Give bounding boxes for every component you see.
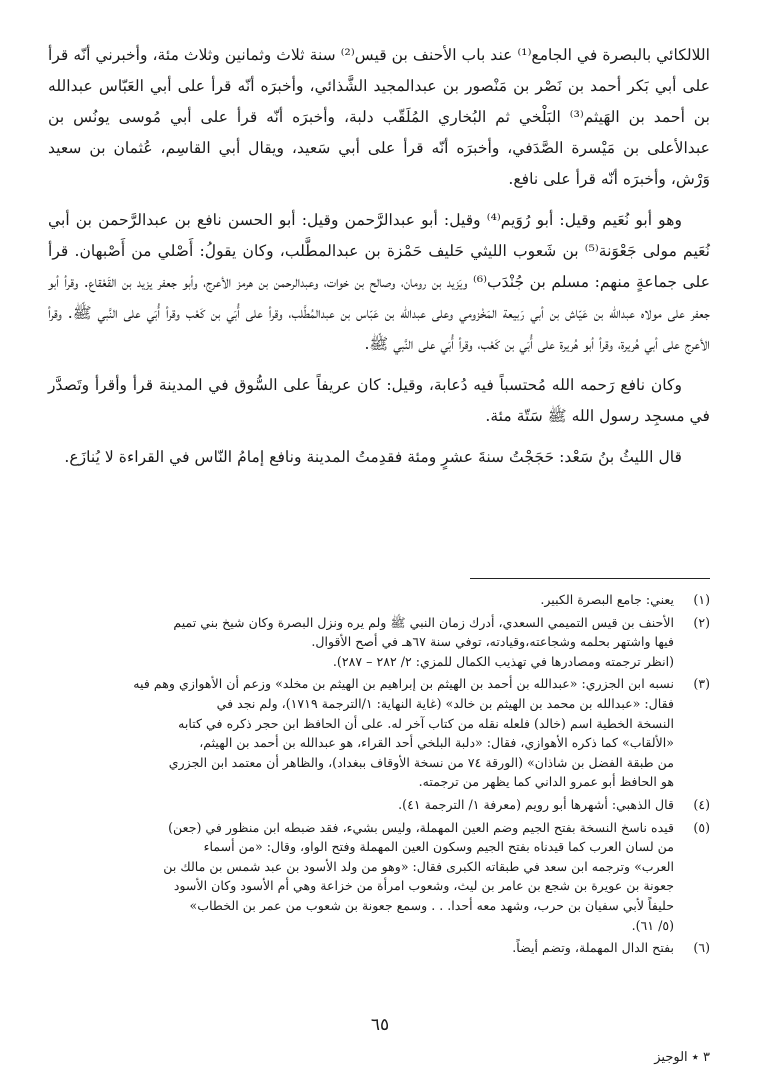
footnote-number: (١) (693, 592, 710, 607)
footnote-number: (٣) (693, 676, 710, 692)
paragraph-chain-of-narration: اللالكائي بالبصرة في الجامع⁽¹⁾ عند باب الأحنف بن قيس⁽²⁾ سنة ثلاث وثمانين وثلاث مئة، وأخبرني أنّه قرأ على أبي بَكر أحمد بن نَصْر بن مَنْصور بن عبدالمجيد الشَّذائي، وأخبرَه أنّه قرأ على أبي العَبّاس عبدالله بن أحمد بن الهَيثم⁽³⁾ البَلْخي ثم البُخاري المُلَقّب دلبة، وأخبرَه أنّه قرأ على أبي مُوسى يونُس بن عبدالأعلى بن مَيْسرة الصَّدَفي، وأخبرَه أنّه قرأ على أبي سَعيد، ويقال أبي القاسِم، عُثمان بن سعيد وَرْش، وأخبرَه أنّه قرأ على نافع. (48, 46, 711, 188)
footnote (40, 818, 710, 936)
footnote-line: من طبقة الفضل بن شاذان» (الورقة ٧٤ من نسخة الأوقاف ببغداد)، والظاهر أن معتمد ابن الجزري (168, 754, 674, 770)
footnote (40, 674, 710, 792)
footnote-line: العرب» وترجمه ابن سعد في طبقاته الكبرى فقال: «وهو من ولد الأسود بن عبد شمس بن مالك بن (163, 858, 674, 874)
footnote-text (40, 938, 674, 958)
footnote-line: (انظر ترجمته ومصادرها في تهذيب الكمال للمزي: ٢/ ٢٨٢ – ٢٨٧). (332, 653, 674, 669)
footnote-line: (٥/ ٦١). (631, 917, 674, 933)
page-number: ٦٥ (370, 1015, 390, 1035)
footnote-line: من لسان العرب كما قيدناه بفتح الجيم وسكون العين المهملة وفتح الواو، وقال: «من أسماء (203, 839, 674, 855)
footnote-line: حليفاً لأبي سفيان بن حرب، وشهد معه أحدا. . . وسمع جعونة بن شعوب من عمر بن الخطاب» (189, 897, 674, 913)
footnote-line: بفتح الدال المهملة، وتضم أيضاً. (512, 940, 674, 956)
paragraph-nafi-character: وكان نافع رَحمه الله مُحتسباً فيه دُعابة، وقيل: كان عريفاً على السُّوق في المدينة قرأ وأقرأ وتَصدَّر في مسجِد رسول الله ﷺ سَتّة مئة. (48, 376, 710, 425)
footnote-number: (٥) (693, 819, 710, 835)
footnote (40, 590, 710, 610)
footnote-line: جعونة بن عويرة بن شجع بن عامر بن ليث، وشعوب امرأة من خزاعة وهي أم الأسود وكان الأسود (173, 878, 674, 894)
footnote-number: (٢) (693, 614, 710, 630)
footnote-separator (470, 578, 710, 579)
signature-mark: ٣ ٭ الوجيز (654, 1050, 710, 1065)
footnote-text (40, 795, 674, 815)
main-text (48, 40, 710, 483)
paragraph-layth-quote: قال الليثُ بنُ سَعْد: حَجَجْتُ سنةَ عشرٍ ومئة فقدِمتُ المدينة ونافع إمامُ النّاس في القراءة لا يُنازَع. (64, 448, 682, 466)
footnote-number: (٦) (693, 940, 710, 956)
footnote-number: (٤) (693, 796, 710, 812)
footnote (40, 938, 710, 958)
footnote-line: فقال: «عبدالله بن محمد بن الهيثم بن خالد» (غاية النهاية: ١/الترجمة ١٧١٩)، ولم نجد في (216, 695, 674, 711)
footnote-line: قال الذهبي: أشهرها أبو رويم (معرفة ١/ الترجمة ٤١). (398, 796, 674, 812)
footnote (40, 613, 710, 672)
footnote (40, 795, 710, 815)
footnote-line: النسخة الخطية اسم (خالد) فلعله نقله من كتاب آخر له. على أن الحافظ ابن حجر ذكره في كتابه (178, 715, 674, 731)
footnote-text (40, 613, 674, 672)
footnotes (40, 590, 710, 961)
footnote-line: فيها واشتهر بحلمه وشجاعته،وقيادته، توفي سنة ٦٧هـ في أصح الأقوال. (311, 634, 674, 650)
footnote-line: هو الحافظ أبو عمرو الداني كما يظهر من ترجمته. (418, 774, 674, 790)
footnote-line: نسبه ابن الجزري: «عبدالله بن أحمد بن الهيثم بن إبراهيم بن الهيثم بن مخلد» وزعم أن الأهوازي وهم فيه (133, 676, 674, 692)
footnote-line: قيده ناسخ النسخة بفتح الجيم وضم العين المهملة، وليس بشيء، فقد ضبطه ابن منظور في (جعن) (168, 819, 674, 835)
footnote-text (40, 590, 674, 610)
footnote-text (40, 818, 674, 936)
footnote-line: الأحنف بن قيس التميمي السعدي، أدرك زمان النبي ﷺ ولم يره ونزل البصرة وكان شيخ بني تميم (173, 614, 674, 630)
footnote-text (40, 674, 674, 792)
footnote-line: «الألقاب» كما ذكره الأهوازي، فقال: «دلبة البلخي أحد القراء، هو عبدالله بن أحمد بن الهيثم، (199, 735, 674, 751)
footnote-line: يعني: جامع البصرة الكبير. (540, 592, 674, 607)
paragraph-nafi-biography: وهو أبو نُعَيم وقيل: أبو رُوَيم⁽⁴⁾ وقيل: أبو عبدالرَّحمن وقيل: أبو الحسن نافع بن عبدالرَّحمن بن أبي نُعَيم مولى جَعْوَنة⁽⁵⁾ بن شَعوب الليثي حَليف حَمْزة بن عبدالمطَّلب، وكان يقولُ: أَصْلي من أَصْبهان. قرأ على جماعةٍ منهم: مسلم بن جُنْدَب⁽⁶⁾ ويَزيد بن رومان، وصالح بن خوات، وعبدالرحمن بن هرمز الأعرج، وأبو جعفر يزيد بن القَعْقاع. وقرأ أبو جعفر على مولاه عبدالله بن عَيّاش بن أبي رَبيعة المَخْزومي وعلى عبدالله بن عَبّاس بن عبدالمُطَّلب، وقرأ على أُبَي بن كَعْب وقرأ أُبَي على النَّبي ﷺ. وقرأ الأعرج على أبي هُريرة، وقرأ أبو هُريرة على أُبَي بن كَعْب، وقرأ أُبَي على النَّبي ﷺ. (48, 211, 711, 353)
